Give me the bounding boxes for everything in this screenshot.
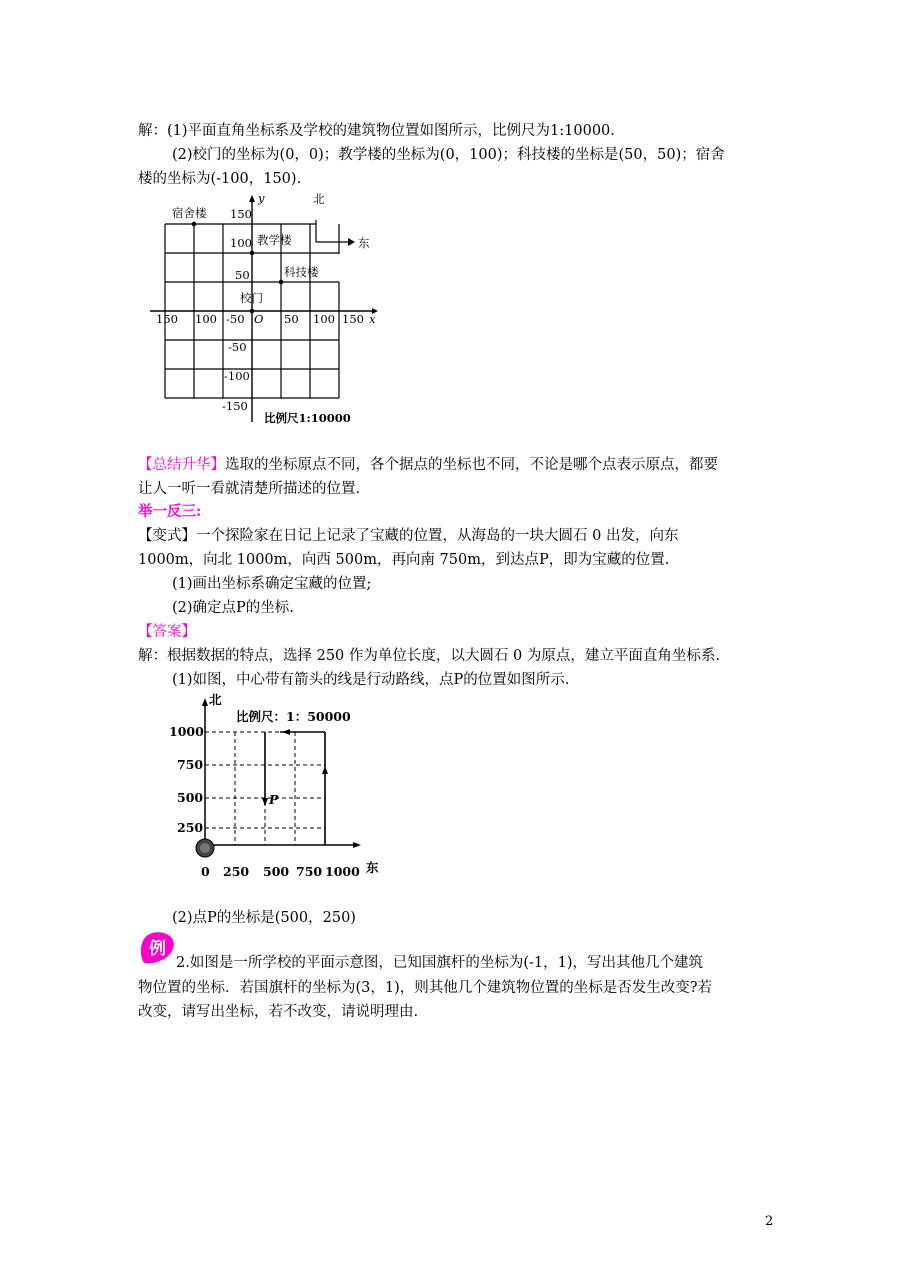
treasure-path-figure <box>165 688 390 888</box>
example-badge-label: 例 <box>149 939 166 959</box>
north-label-2: 北 <box>209 692 222 707</box>
y-tick-neg150: -150 <box>222 399 248 413</box>
x-tick-neg100: 100 <box>195 312 217 326</box>
y-tick-150: 150 <box>230 207 252 221</box>
solution-line-3: 楼的坐标为(-100，150). <box>138 171 302 187</box>
x-tick-500: 500 <box>263 864 290 879</box>
answer-tag: 【答案】 <box>138 624 196 640</box>
variant-line-2: 1000m，向北 1000m，向西 500m，再向南 750m，到达点P，即为宝藏的位置. <box>138 552 670 568</box>
practice-heading: 举一反三: <box>138 503 202 520</box>
x-tick-150: 150 <box>342 312 364 326</box>
gate-label: 校门 <box>240 291 263 305</box>
y-tick-50: 50 <box>235 268 250 282</box>
answer-line-2: (1)如图，中心带有箭头的线是行动路线，点P的位置如图所示. <box>172 672 570 688</box>
x-tick-0: 0 <box>201 864 210 879</box>
y-tick-250: 250 <box>177 820 204 835</box>
answer-line-1: 解：根据数据的特点，选择 250 作为单位长度，以大圆石 0 为原点，建立平面直角坐标系. <box>138 648 720 664</box>
summary-text-1: 选取的坐标原点不同，各个据点的坐标也不同，不论是哪个点表示原点，都要 <box>225 457 718 473</box>
scale-label-2: 比例尺：1：50000 <box>236 709 351 724</box>
scale-label: 比例尺1:10000 <box>264 411 351 425</box>
east-label-2: 东 <box>366 860 379 875</box>
x-axis-label: x <box>369 312 376 326</box>
science-label: 科技楼 <box>284 265 319 279</box>
y-tick-500: 500 <box>177 790 204 805</box>
north-label: 北 <box>313 192 325 206</box>
example2-line-2: 物位置的坐标．若国旗杆的坐标为(3，1)，则其他几个建筑物位置的坐标是否发生改变?若 <box>138 980 713 996</box>
point-p-label: P <box>269 792 279 807</box>
y-tick-750: 750 <box>177 757 204 772</box>
solution-line-1: 解：(1)平面直角坐标系及学校的建筑物位置如图所示，比例尺为1:10000. <box>138 123 615 139</box>
school-coordinate-figure <box>130 190 390 435</box>
summary-line-2: 让人一听一看就清楚所描述的位置. <box>138 481 361 497</box>
summary-tag: 【总结升华】 <box>138 457 225 473</box>
example2-line-3: 改变，请写出坐标，若不改变，请说明理由. <box>138 1004 419 1020</box>
y-axis-label: y <box>258 191 265 205</box>
y-tick-100: 100 <box>230 236 252 250</box>
x-tick-50: 50 <box>284 312 299 326</box>
y-tick-1000: 1000 <box>169 724 204 739</box>
y-tick-neg100: -100 <box>224 369 250 383</box>
east-label: 东 <box>358 236 370 250</box>
summary-line-1 <box>138 456 718 474</box>
origin-label: O <box>254 312 264 326</box>
variant-q2: (2)确定点P的坐标. <box>172 600 294 616</box>
solution-line-2: (2)校门的坐标为(0，0)；教学楼的坐标为(0，100)；科技楼的坐标是(50，50)；宿舍 <box>172 147 725 163</box>
variant-line-1: 【变式】一个探险家在日记上记录了宝藏的位置，从海岛的一块大圆石 0 出发，向东 <box>138 528 679 544</box>
teaching-label: 教学楼 <box>257 233 292 247</box>
x-tick-neg150: 150 <box>156 312 178 326</box>
answer-line-3: (2)点P的坐标是(500，250) <box>172 910 356 926</box>
x-tick-250: 250 <box>223 864 250 879</box>
example2-line-1: 2.如图是一所学校的平面示意图，已知国旗杆的坐标为(-1，1)，写出其他几个建筑 <box>176 955 703 971</box>
y-tick-neg50: -50 <box>228 340 247 354</box>
dorm-label: 宿舍楼 <box>172 206 207 220</box>
variant-q1: (1)画出坐标系确定宝藏的位置; <box>172 576 372 592</box>
x-tick-1000: 1000 <box>325 864 360 879</box>
page-number: 2 <box>765 1214 774 1229</box>
x-tick-100: 100 <box>313 312 335 326</box>
x-tick-750: 750 <box>296 864 323 879</box>
example-badge <box>138 930 178 964</box>
x-tick-neg50: -50 <box>226 312 245 326</box>
